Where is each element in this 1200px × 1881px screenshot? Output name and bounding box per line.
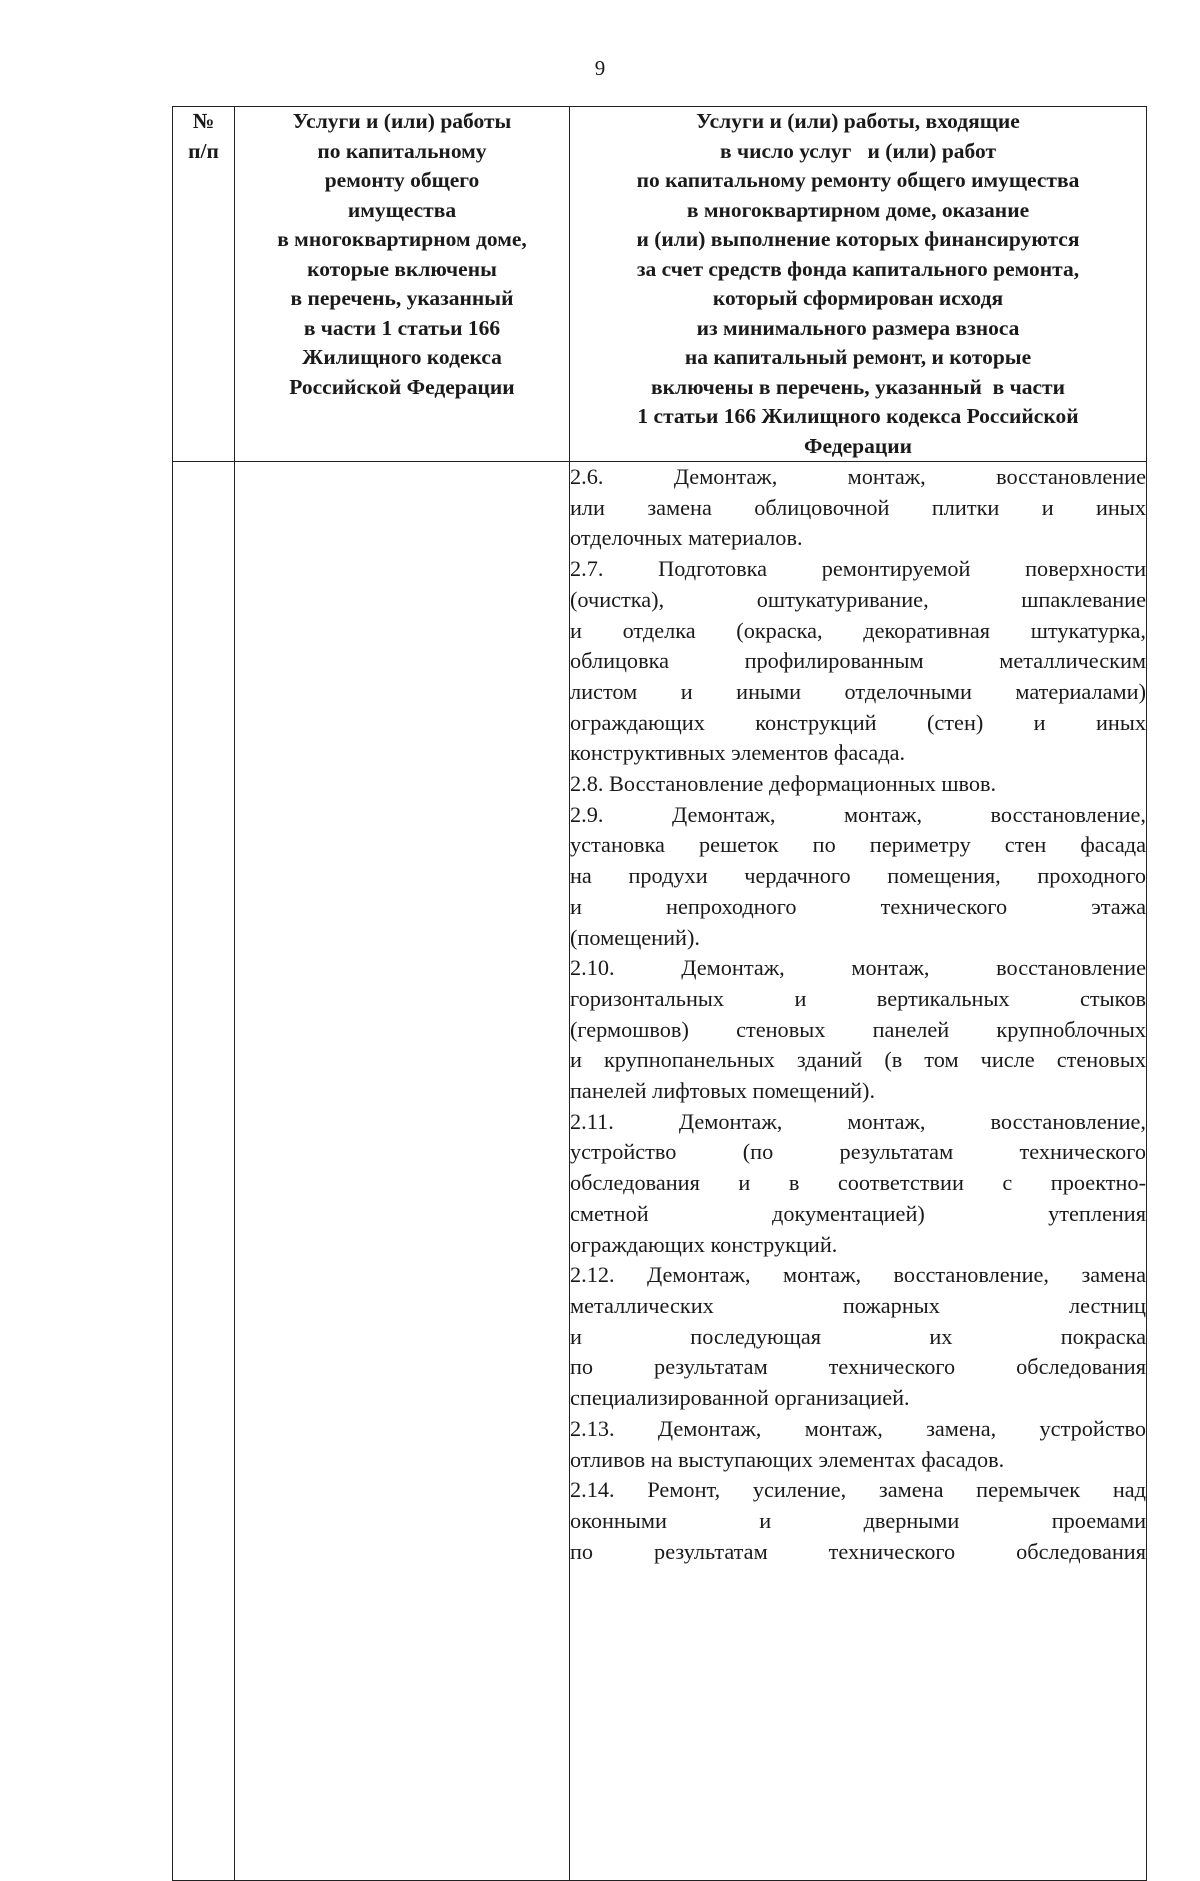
service-item-line: отделочных материалов. <box>570 525 803 551</box>
header-services-column <box>235 107 570 462</box>
header-line: п/п <box>188 138 219 163</box>
service-item-line: или замена облицовочной плитки и иных <box>570 494 1146 520</box>
service-item-line: и последующая их покраска <box>570 1323 1146 1349</box>
header-included-services-column <box>570 107 1147 462</box>
service-item <box>570 800 1146 954</box>
service-item-line: панелей лифтовых помещений). <box>570 1078 876 1104</box>
service-item <box>570 554 1146 769</box>
service-item <box>570 1475 1146 1567</box>
table-header-row <box>173 107 1147 462</box>
header-line: который сформирован исходя <box>712 286 1004 310</box>
service-item <box>570 953 1146 1107</box>
service-item-line: листом и иными отделочными материалами) <box>570 678 1146 704</box>
service-items-list <box>570 462 1146 1567</box>
service-item-line: (очистка), оштукатуривание, шпаклевание <box>570 586 1146 612</box>
service-item-line: 2.10. Демонтаж, монтаж, восстановление <box>570 955 1146 981</box>
service-item-line: 2.7. Подготовка ремонтируемой поверхности <box>570 556 1146 582</box>
header-line: которые включены <box>307 256 497 281</box>
header-line: 1 статьи 166 Жилищного кодекса Российской <box>637 404 1079 428</box>
header-line: Российской Федерации <box>289 374 515 399</box>
header-line: и (или) выполнение которых финансируются <box>636 227 1080 251</box>
header-line: ремонту общего <box>324 168 480 192</box>
header-line: за счет средств фонда капитального ремонта, <box>636 256 1080 281</box>
service-item-line: (помещений). <box>570 924 700 950</box>
service-item-line: оконными и дверными проемами <box>570 1507 1146 1533</box>
table-row <box>173 462 1147 1881</box>
service-item-line: 2.14. Ремонт, усиление, замена перемычек над <box>570 1477 1146 1503</box>
header-line: в многоквартирном доме, <box>277 227 527 251</box>
service-item <box>570 1414 1146 1475</box>
service-item-line: сметной документацией) утепления <box>570 1200 1146 1226</box>
service-item-line: 2.9. Демонтаж, монтаж, восстановление, <box>570 801 1146 827</box>
header-line: Услуги и (или) работы <box>292 109 512 133</box>
service-item <box>570 462 1146 554</box>
header-line: № <box>192 109 215 133</box>
service-item-line: на продухи чердачного помещения, проходного <box>570 863 1146 889</box>
service-item-line: 2.8. Восстановление деформационных швов. <box>570 771 997 797</box>
header-line: включены в перечень, указанный в части <box>651 374 1065 399</box>
service-item-line: и крупнопанельных зданий (в том числе стеновых <box>570 1047 1146 1073</box>
services-table <box>172 106 1147 1881</box>
service-item-line: отливов на выступающих элементах фасадов. <box>570 1446 1005 1472</box>
service-item-line: облицовка профилированным металлическим <box>570 648 1146 674</box>
service-item-line: конструктивных элементов фасада. <box>570 740 906 766</box>
service-item-line: 2.13. Демонтаж, монтаж, замена, устройство <box>570 1415 1146 1441</box>
service-item-line: металлических пожарных лестниц <box>570 1292 1146 1318</box>
header-line: имущества <box>347 197 457 222</box>
header-line: в перечень, указанный <box>290 286 514 310</box>
service-item <box>570 769 1146 800</box>
service-item-line: 2.6. Демонтаж, монтаж, восстановление <box>570 464 1146 489</box>
header-number-column <box>173 107 235 462</box>
service-item-line: обследования и в соответствии с проектно- <box>570 1170 1146 1196</box>
service-item-line: 2.12. Демонтаж, монтаж, восстановление, замена <box>570 1262 1146 1288</box>
service-item-line: установка решеток по периметру стен фасада <box>570 832 1146 858</box>
service-item-line: по результатам технического обследования <box>570 1538 1146 1564</box>
page-number: 9 <box>594 56 606 80</box>
service-item-line: специализированной организацией. <box>570 1385 910 1411</box>
service-item-line: (гермошвов) стеновых панелей крупноблочных <box>570 1016 1146 1042</box>
service-item-line: горизонтальных и вертикальных стыков <box>570 985 1146 1011</box>
number-cell <box>173 462 235 1881</box>
header-line: Жилищного кодекса <box>302 345 502 369</box>
service-item-line: устройство (по результатам технического <box>570 1139 1146 1165</box>
header-line: на капитальный ремонт, и которые <box>684 345 1032 369</box>
included-services-cell <box>570 462 1147 1881</box>
service-item <box>570 1107 1146 1261</box>
header-line: Услуги и (или) работы, входящие <box>696 109 1020 133</box>
header-line: Федерации <box>803 433 912 458</box>
service-item-line: и непроходного технического этажа <box>570 893 1146 919</box>
service-item <box>570 1260 1146 1414</box>
service-item-line: по результатам технического обследования <box>570 1354 1146 1380</box>
header-line: в части 1 статьи 166 <box>303 315 501 340</box>
services-cell <box>235 462 570 1881</box>
service-item-line: ограждающих конструкций. <box>570 1231 838 1257</box>
header-line: в число услуг и (или) работ <box>719 138 997 163</box>
header-line: по капитальному ремонту общего имущества <box>636 168 1080 192</box>
header-line: из минимального размера взноса <box>696 315 1020 340</box>
service-item-line: 2.11. Демонтаж, монтаж, восстановление, <box>570 1108 1146 1134</box>
service-item-line: и отделка (окраска, декоративная штукатурка, <box>570 617 1146 643</box>
header-line: по капитальному <box>317 138 487 163</box>
service-item-line: ограждающих конструкций (стен) и иных <box>570 709 1146 735</box>
header-line: в многоквартирном доме, оказание <box>686 197 1030 222</box>
